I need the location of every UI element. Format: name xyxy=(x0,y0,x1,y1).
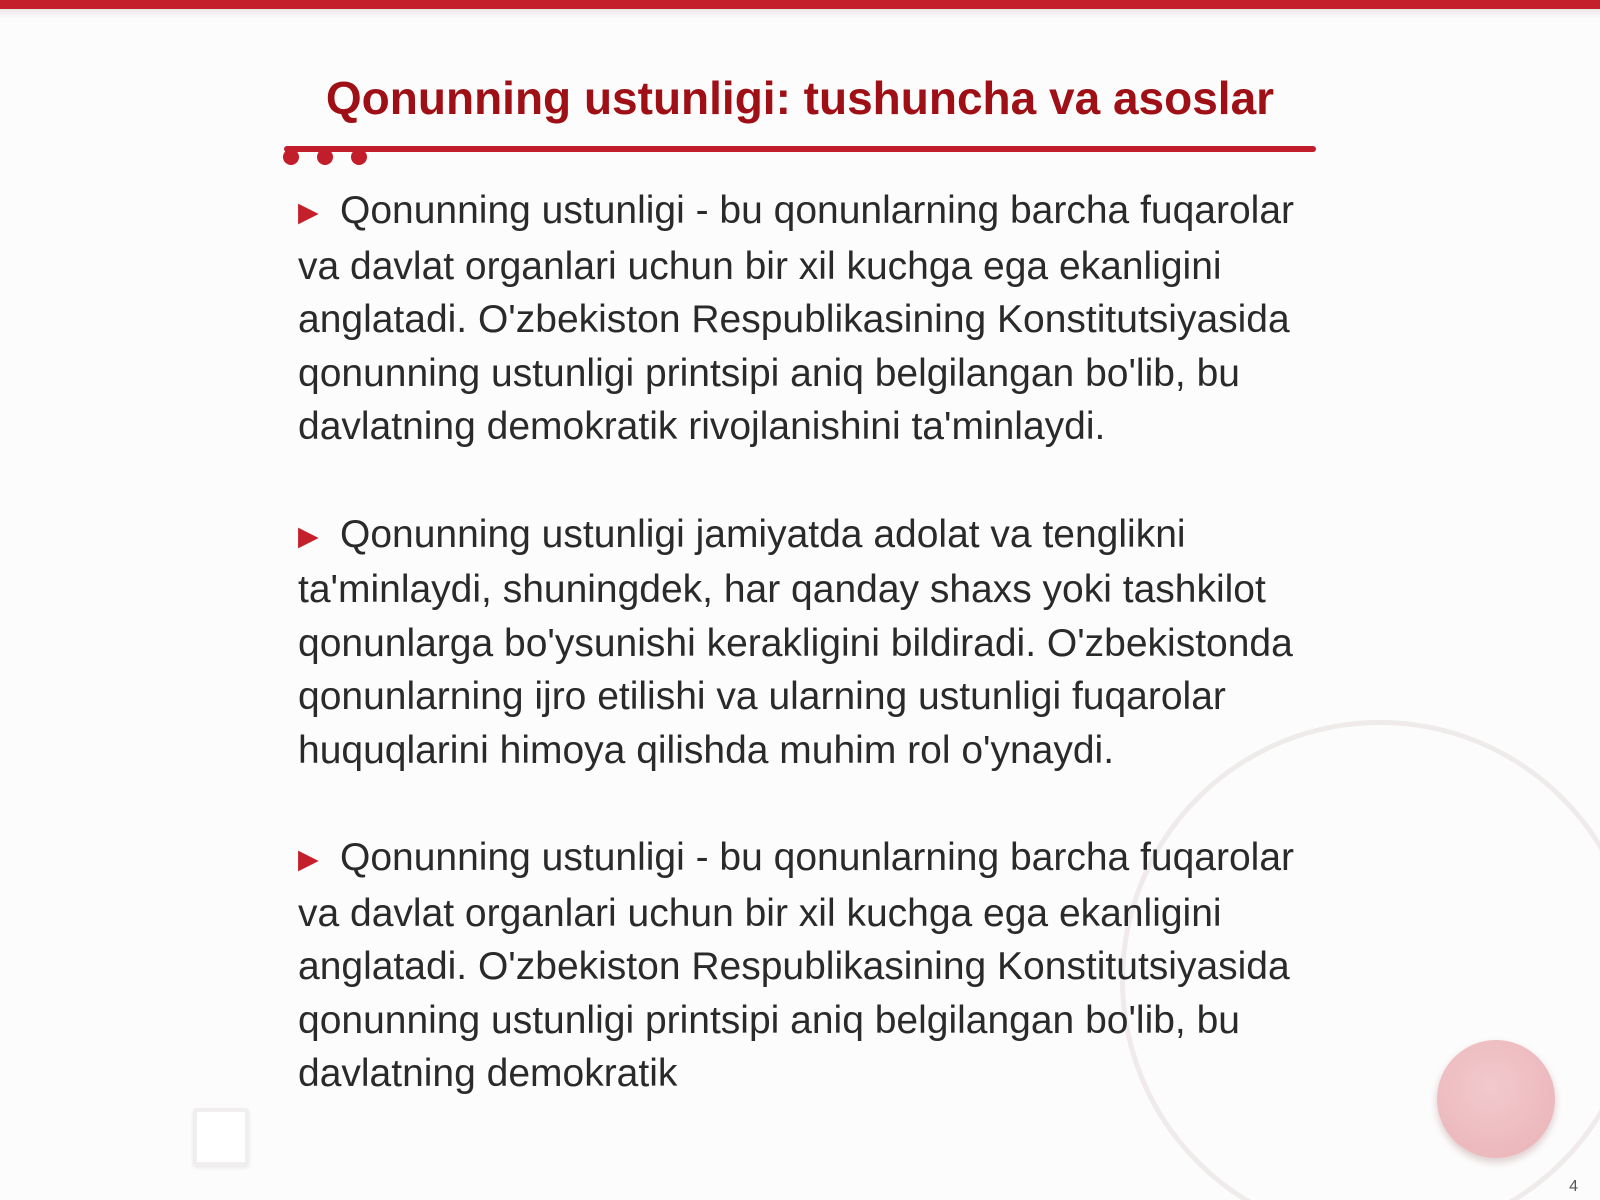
bullet-item xyxy=(298,184,1308,454)
underline-dot xyxy=(351,149,367,165)
decorative-square xyxy=(193,1108,249,1166)
top-bar-shadow xyxy=(0,9,1600,19)
bullet-arrow-icon: ▶ xyxy=(298,844,319,874)
bullet-text: Qonunning ustunligi - bu qonunlarning barcha fuqarolar va davlat organlari uchun bir xil kuchga ega ekanligini anglatadi. O'zbekiston Respublikasining Konstitutsiyasida qonunning ustunligi printsipi aniq belgilangan bo'lib, bu davlatning demokratik xyxy=(298,836,1294,1095)
bullet-text: Qonunning ustunligi - bu qonunlarning barcha fuqarolar va davlat organlari uchun bir xil kuchga ega ekanligini anglatadi. O'zbekiston Respublikasining Konstitutsiyasida qonunning ustunligi printsipi aniq belgilangan bo'lib, bu davlatning demokratik rivojlanishini ta'minlaydi. xyxy=(298,189,1294,448)
title-underline xyxy=(284,146,1316,152)
title-underline-dots xyxy=(283,149,373,167)
bullet-item xyxy=(298,508,1308,778)
bullet-text: Qonunning ustunligi jamiyatda adolat va tenglikni ta'minlaydi, shuningdek, har qanday shaxs yoki tashkilot qonunlarga bo'ysunishi kerakligini bildiradi. O'zbekistonda qonunlarning ijro etilishi va ularning ustunligi fuqarolar huquqlarini himoya qilishda muhim rol o'ynaydi. xyxy=(298,512,1293,772)
bullet-item xyxy=(298,831,1308,1101)
slide-title: Qonunning ustunligi: tushuncha va asoslar xyxy=(325,72,1275,124)
top-accent-bar xyxy=(0,0,1600,9)
bullet-arrow-icon: ▶ xyxy=(298,197,319,227)
underline-dot xyxy=(283,149,299,165)
page-number: 4 xyxy=(1569,1178,1578,1195)
decorative-pink-circle xyxy=(1437,1040,1555,1158)
bullet-arrow-icon: ▶ xyxy=(298,520,319,551)
underline-dot xyxy=(317,149,333,165)
bullet-list xyxy=(298,184,1308,1155)
